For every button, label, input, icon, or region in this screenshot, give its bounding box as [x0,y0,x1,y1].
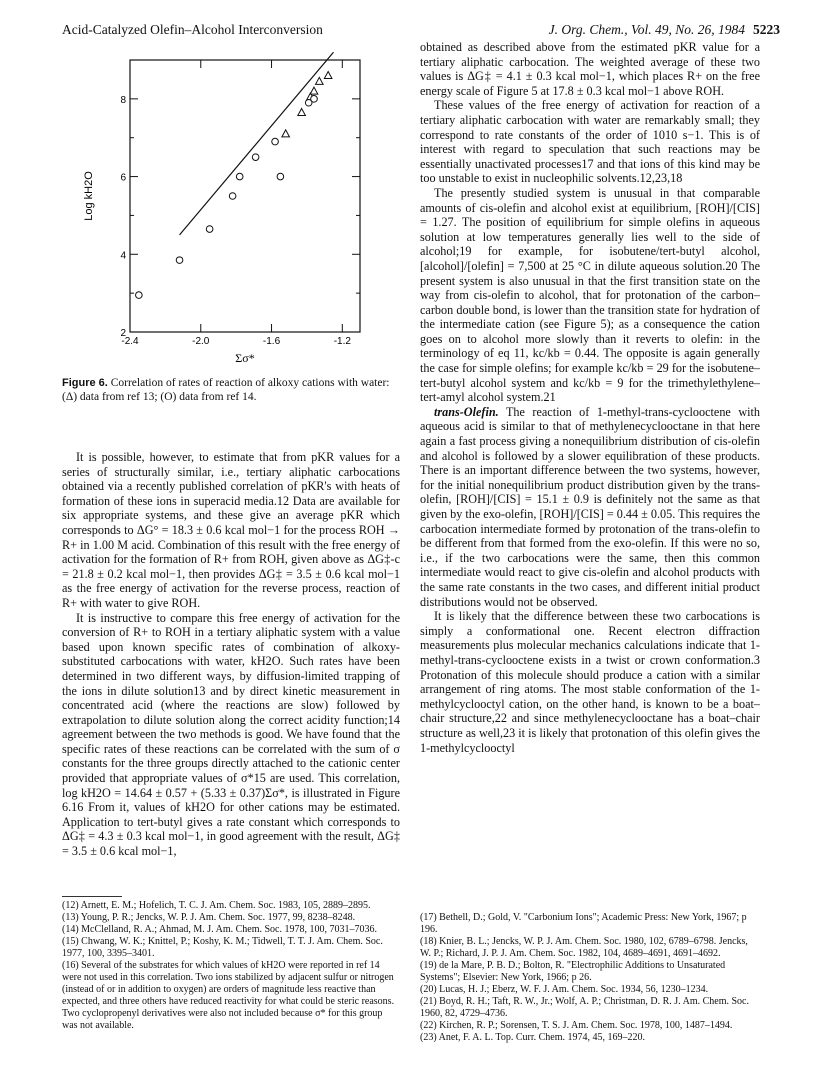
data-point-circle [206,226,213,233]
paragraph: It is likely that the difference between these two carbocations is simply a conformational one. Recent electron diffraction measurements plus molecular mechanics calculations indicate that 1-methyl-trans-cyclooctene exists in a twist or crown conformation.3 Protonation of this molecule should produce a cation with a similar arrangement of ring atoms. The most stable conformation of the 1-methylcyclooctyl cation, on the other hand, is known to be a boat–chair structure,22 and since methylenecyclooctane has a boat–chair structure as well,23 it is likely that protonation of this olefin gives the 1-methylcyclooctyl [420,609,760,755]
footnote: (18) Knier, B. L.; Jencks, W. P. J. Am. Chem. Soc. 1980, 102, 6789–6798. Jencks, W. P.; Richard, J. P. J. Am. Chem. Soc. 1982, 104, 4689–4691, 4691–4692. [420,936,748,959]
footnote: (17) Bethell, D.; Gold, V. "Carbonium Ions"; Academic Press: New York, 1967; p 196. [420,912,747,935]
footnotes-right [420,912,760,1044]
running-title: Acid-Catalyzed Olefin–Alcohol Interconversion [62,22,323,37]
y-tick-label: 6 [120,172,126,184]
paragraph: obtained as described above from the estimated pKR value for a tertiary aliphatic carbocation. The weighted average of these two values is ΔG‡ = 4.1 ± 0.3 kcal mol−1, which places R+ on the free energy scale of Figure 5 at 17.8 ± 0.3 kcal mol−1 above ROH. [420,40,760,98]
data-point-circle [236,173,243,180]
x-axis-label: Σσ* [235,351,255,365]
footnote: (23) Anet, F. A. L. Top. Curr. Chem. 1974, 45, 169–220. [420,1032,645,1043]
footnote: (21) Boyd, R. H.; Taft, R. W., Jr.; Wolf, A. P.; Christman, D. R. J. Am. Chem. Soc. 1960, 82, 4729–4736. [420,996,749,1019]
data-point-circle [252,154,259,161]
x-tick-label: -2.4 [121,336,139,347]
footnote: (12) Arnett, E. M.; Hofelich, T. C. J. Am. Chem. Soc. 1983, 105, 2889–2895. [62,900,371,911]
footnote: (15) Chwang, W. K.; Knittel, P.; Koshy, K. M.; Tidwell, T. T. J. Am. Chem. Soc. 1977, 100, 3395–3401. [62,936,383,959]
footnote: (22) Kirchen, R. P.; Sorensen, T. S. J. Am. Chem. Soc. 1978, 100, 1487–1494. [420,1020,733,1031]
section-title: trans-Olefin. [434,404,499,419]
data-point-triangle [316,77,324,84]
journal-citation [549,22,780,38]
data-point-triangle [324,72,332,79]
x-tick-label: -2.0 [192,336,210,347]
fit-line [180,52,334,235]
paragraph: These values of the free energy of activation for reaction of a tertiary aliphatic carbocation with water are remarkably small; they correspond to rate constants of the order of 1010 s−1. This is of interest with regard to speculation that such reactions may be essentially unactivated processes17 and that ions of this kind may be too unstable to exist in nucleophilic solvents.12,23,18 [420,98,760,186]
footnote: (19) de la Mare, P. B. D.; Bolton, R. "Electrophilic Additions to Unsaturated Systems"; Elsevier: New York, 1966; p 26. [420,960,726,983]
footnote: (14) McClelland, R. A.; Ahmad, M. J. Am. Chem. Soc. 1978, 100, 7031–7036. [62,924,377,935]
data-point-circle [277,173,284,180]
data-point-circle [176,257,183,264]
x-tick-label: -1.2 [333,336,351,347]
paragraph: It is instructive to compare this free energy of activation for the conversion of R+ to ROH in a tertiary aliphatic system with a value based upon known specific rates of combination of alkoxy-substituted carbocations with water, kH2O. Such rates have been determined in two different ways, by diffusion-limited trapping of the ions in dilute solution13 and by direct kinetic measurement in concentrated acid (where the reactions are slow) followed by extrapolation to dilute solution along the correct acidity function;14 agreement between the two methods is good. We have found that the specific rates of these reactions can be correlated with the sum of σ constants for the three groups directly attached to the cationic center provided that appropriate values of σ*15 are used. This correlation, log kH2O = 14.64 ± 0.57 + (5.33 ± 0.37)Σσ*, is illustrated in Figure 6.16 From it, values of kH2O for other cations may be estimated. Application to tert-butyl gives a rate constant which corresponds to ΔG‡ = 4.3 ± 0.3 kcal mol−1, in good agreement with the result, ΔG‡ = 3.5 ± 0.6 kcal mol−1, [62,610,400,859]
plot-frame [130,60,360,332]
data-point-circle [229,193,236,200]
paragraph: It is possible, however, to estimate that from pKR values for a series of structurally similar, i.e., tertiary aliphatic carbocations obtained via a recently published correlation of pKR's with heats of formation of these ions in superacid media.12 Data are available for six appropriate systems, and these give an average pKR which corresponds to ΔG° = 18.3 ± 0.6 kcal mol−1 for the process ROH → R+ in 1.00 M acid. Combination of this result with the free energy of activation for the formation of R+ from ROH, given above as ΔG‡-c = 21.8 ± 0.2 kcal mol−1, then provides ΔG‡ = 3.5 ± 0.6 kcal mol−1 as the free energy of activation for the reverse process, reaction of R+ with water to give ROH. [62,450,400,610]
data-point-triangle [298,108,306,115]
section-text: The reaction of 1-methyl-trans-cyclooctene with aqueous acid is similar to that of methylenecyclooctane in that here again a fast process giving a nonequilibrium distribution of cis-olefin and alcohol is followed by a slower equilibration of these products. There is an important difference between the two systems, however, for the initial nonequilibrium product distribution given by the trans-olefin, [ROH]/[CIS] = 15.1 ± 0.9 is definitely not the same as that given by the exo-olefin, [ROH]/[CIS] = 0.44 ± 0.05. This requires the carbocation intermediate formed by protonation of the trans-olefin to be different from that formed from the exo-olefin. If this were no so, i.e., if the two carbocations were the same, then this common intermediate would react to give cis-olefin and alcohol products with the same rate constants in the two cases, and different initial product distributions would not be observed. [420,404,760,609]
figure-6 [70,52,400,370]
y-tick-label: 4 [120,250,126,262]
figure-caption-text: Correlation of rates of reaction of alkoxy cations with water: (Δ) data from ref 13; (O) data from ref 14. [62,377,390,403]
page-number: 5223 [753,22,780,37]
x-tick-label: -1.6 [262,336,281,347]
left-column-text [62,450,400,859]
journal-ref: J. Org. Chem., Vol. 49, No. 26, 1984 [548,22,745,37]
running-header [62,22,780,40]
right-column-text [420,40,760,755]
figure-caption [62,376,400,404]
y-tick-label: 8 [120,94,126,106]
data-point-triangle [310,87,318,94]
footnote: (13) Young, P. R.; Jencks, W. P. J. Am. Chem. Soc. 1977, 99, 8238–8248. [62,912,356,923]
paragraph: The presently studied system is unusual in that comparable amounts of cis-olefin and alcohol exist at equilibrium, [ROH]/[CIS] = 1.27. The position of equilibrium for simple olefins in aqueous solution at low temperatures generally lies well to the side of alcohol;19 for example, for isobutene/tert-butyl alcohol, [alcohol]/[olefin] = 7,500 at 25 °C in dilute aqueous solution.20 The present system is also unusual in that the first transition state on the way from cis-olefin to alcohol, that for protonation of the carbon–carbon double bond, is lower than the transition state for hydration of the intermediate cation (see Figure 5); as a consequence the cation goes on to alcohol more slowly than it reverts to olefin: in the terminology of eq 11, kc/kb = 0.44. The opposite is again generally the case for simple olefins; for example kc/kb = 29 for the isobutene–tert-butyl alcohol system and kc/kb = 9 for the trimethylethylene–tert-amyl alcohol system.21 [420,185,760,405]
figure-caption-label: Figure 6. [62,377,108,389]
footnote-rule [62,896,122,897]
data-point-circle [272,138,279,145]
footnotes-left [62,900,400,1032]
data-point-triangle [282,130,290,137]
figure-6-chart [70,52,400,370]
paragraph-trans-olefin [420,405,760,609]
y-axis-label: Log kH2O [83,171,95,221]
data-point-circle [136,292,143,299]
footnote: (20) Lucas, H. J.; Eberz, W. F. J. Am. Chem. Soc. 1934, 56, 1230–1234. [420,984,709,995]
y-tick-label: 2 [120,328,126,339]
footnote: (16) Several of the substrates for which values of kH2O were reported in ref 14 were not used in this correlation. Two ions stabilized by adjacent sulfur or nitrogen (instead of or in addition to oxygen) are orders of magnitude less reactive than expected, and three others have reduced reactivity for what could be steric reasons. Two cyclopropenyl derivatives were also not included because σ* for this group was not available. [62,960,395,1031]
data-point-circle [311,96,318,103]
